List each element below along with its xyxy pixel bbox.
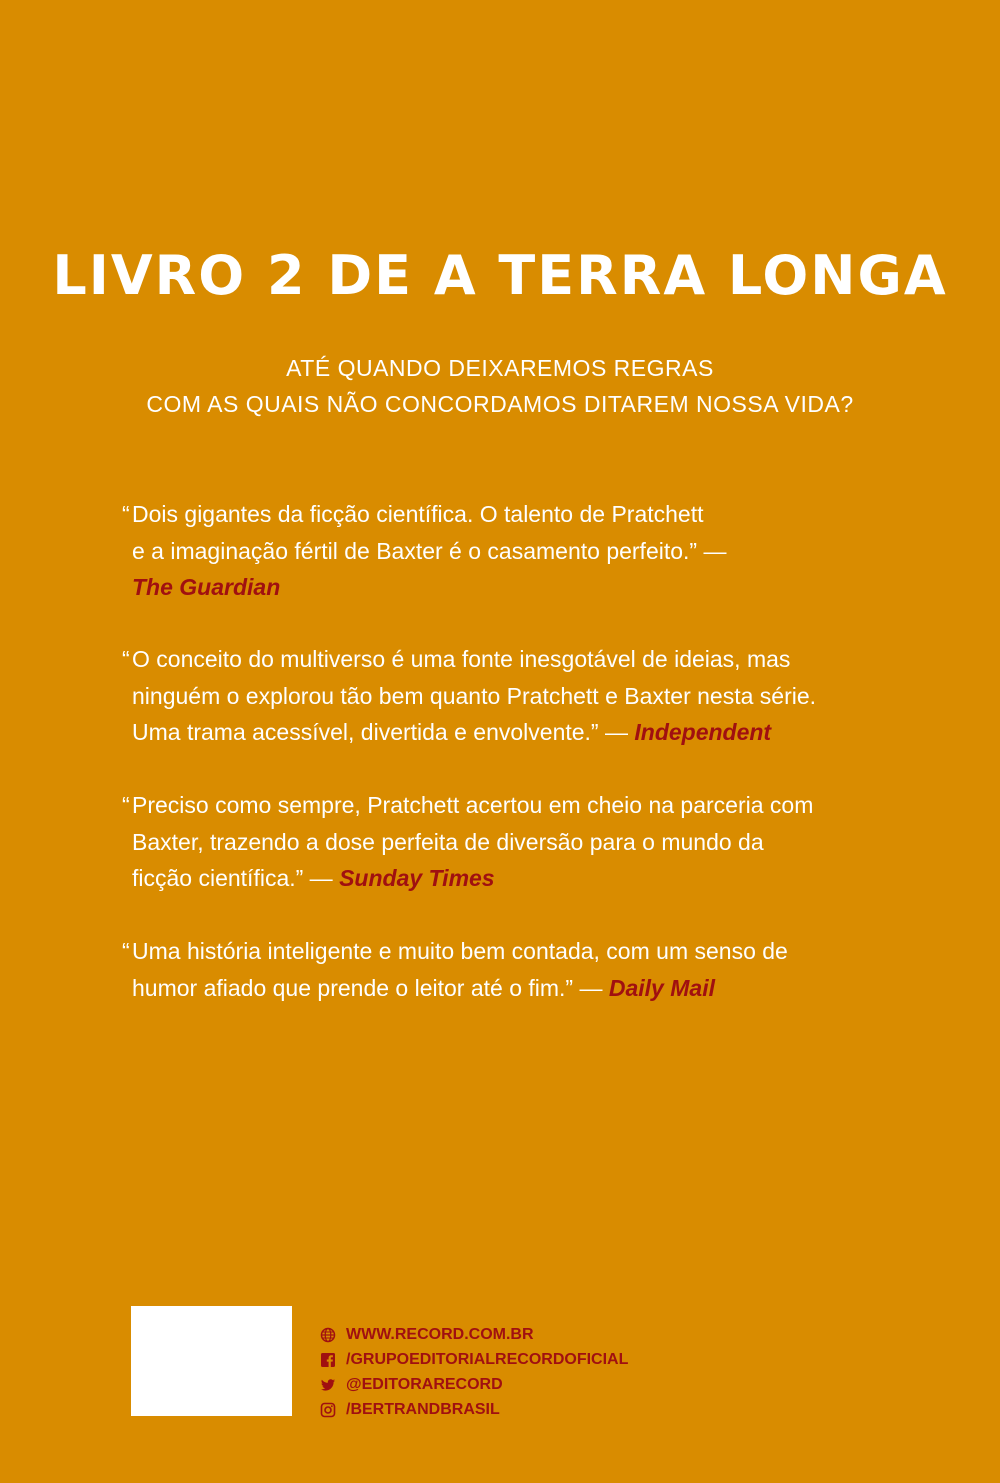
contact-text: /GRUPOEDITORIALRECORDOFICIAL xyxy=(346,1351,629,1368)
quote-line xyxy=(132,860,813,897)
quote-source: Independent xyxy=(634,719,772,745)
publisher-contacts xyxy=(320,1322,628,1422)
quote-line: e a imaginação fértil de Baxter é o casamento perfeito.” — xyxy=(132,537,727,564)
contact-text: WWW.RECORD.COM.BR xyxy=(346,1326,534,1343)
quote-source: Sunday Times xyxy=(339,865,495,891)
quote-daily-mail xyxy=(122,933,788,1006)
open-quote-mark: “ xyxy=(122,792,130,818)
contact-website[interactable] xyxy=(320,1322,628,1347)
tagline xyxy=(0,350,1000,422)
contact-text: /BERTRANDBRASIL xyxy=(346,1401,500,1418)
quote-sunday-times xyxy=(122,787,813,897)
quote-line: Uma história inteligente e muito bem contada, com um senso de xyxy=(132,938,788,964)
contact-twitter[interactable] xyxy=(320,1372,628,1397)
quote-line xyxy=(132,970,788,1007)
quote-line: Preciso como sempre, Pratchett acertou em cheio na parceria com xyxy=(132,792,814,818)
quote-text: humor afiado que prende o leitor até o fim.” — xyxy=(132,974,609,1001)
twitter-icon xyxy=(320,1377,336,1393)
contact-facebook[interactable] xyxy=(320,1347,628,1372)
quote-line: ninguém o explorou tão bem quanto Pratchett e Baxter nesta série. xyxy=(132,682,817,709)
globe-icon xyxy=(320,1327,336,1343)
open-quote-mark: “ xyxy=(122,646,130,672)
series-title: LIVRO 2 DE A TERRA LONGA xyxy=(52,244,948,307)
open-quote-mark: “ xyxy=(122,938,130,964)
quote-independent xyxy=(122,641,816,751)
quote-text: ficção científica.” — xyxy=(132,865,340,891)
contact-text: @EDITORARECORD xyxy=(346,1376,503,1393)
barcode-placeholder xyxy=(131,1306,292,1416)
tagline-line: ATÉ QUANDO DEIXAREMOS REGRAS xyxy=(286,355,714,381)
quote-source: Daily Mail xyxy=(608,974,715,1001)
quote-line xyxy=(132,714,816,751)
quote-guardian xyxy=(122,496,726,606)
quote-line: Dois gigantes da ficção científica. O talento de Pratchett xyxy=(132,501,704,527)
quote-line xyxy=(132,569,726,606)
tagline-line: COM AS QUAIS NÃO CONCORDAMOS DITAREM NOSSA VIDA? xyxy=(146,391,854,417)
quote-text: Uma trama acessível, divertida e envolvente.” — xyxy=(132,719,635,745)
contact-instagram[interactable] xyxy=(320,1397,628,1422)
quote-source: The Guardian xyxy=(132,574,281,600)
quote-line: O conceito do multiverso é uma fonte inesgotável de ideias, mas xyxy=(132,646,791,672)
instagram-icon xyxy=(320,1402,336,1418)
quote-line: Baxter, trazendo a dose perfeita de diversão para o mundo da xyxy=(132,828,764,855)
facebook-icon xyxy=(320,1352,336,1368)
open-quote-mark: “ xyxy=(122,501,130,527)
